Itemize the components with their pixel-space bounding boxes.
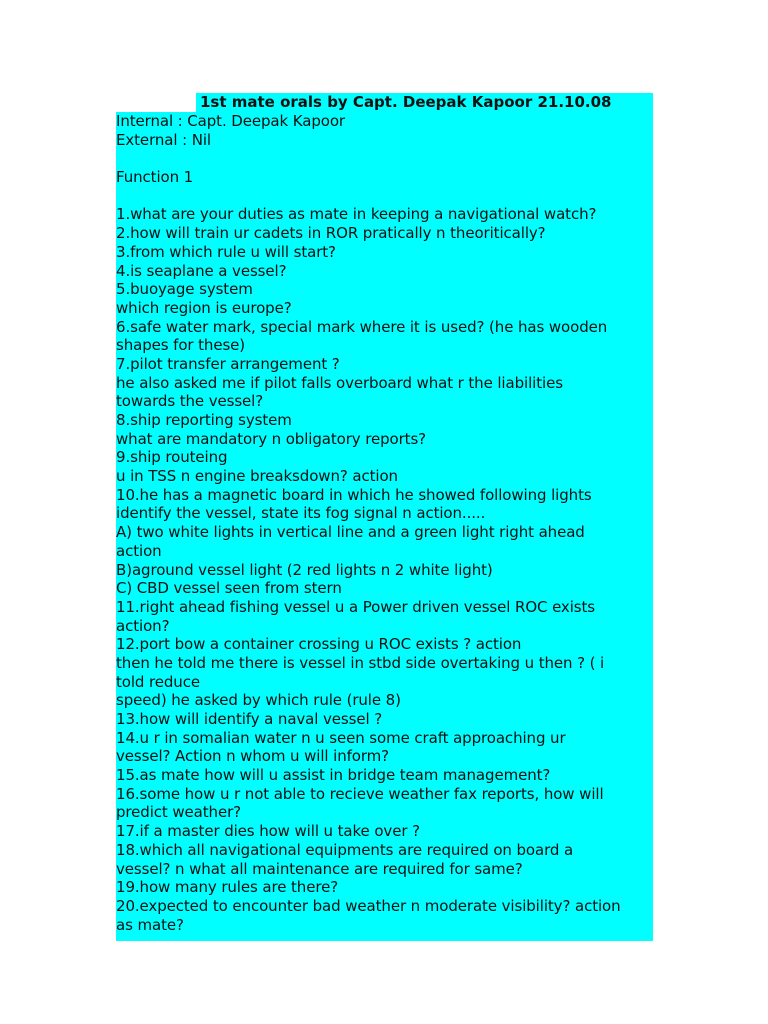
text-line: identify the vessel, state its fog signal n action..... — [116, 504, 486, 523]
document-body — [116, 112, 653, 934]
text-line: 2.how will train ur cadets in ROR pratically n theoritically? — [116, 224, 546, 243]
text-line: 11.right ahead fishing vessel u a Power driven vessel ROC exists — [116, 597, 595, 616]
text-line: told reduce — [116, 672, 200, 691]
text-line: Function 1 — [116, 168, 194, 187]
text-line: 17.if a master dies how will u take over ? — [116, 822, 420, 841]
text-line: as mate? — [116, 915, 184, 934]
text-line: action? — [116, 616, 170, 635]
text-line: 13.how will identify a naval vessel ? — [116, 710, 383, 728]
text-line: Internal : Capt. Deepak Kapoor — [116, 112, 345, 130]
text-line — [116, 149, 653, 168]
text-line: vessel? n what all maintenance are required for same? — [116, 859, 523, 878]
text-line: 20.expected to encounter bad weather n moderate visibility? action — [116, 896, 621, 915]
text-line: 3.from which rule u will start? — [116, 242, 336, 261]
text-line: 19.how many rules are there? — [116, 878, 339, 897]
text-line: 18.which all navigational equipments are required on board a — [116, 840, 574, 859]
text-line: 16.some how u r not able to recieve weather fax reports, how will — [116, 784, 604, 803]
text-line — [116, 187, 653, 206]
text-line: vessel? Action n whom u will inform? — [116, 747, 390, 766]
text-line: towards the vessel? — [116, 392, 264, 411]
text-line: 6.safe water mark, special mark where it is used? (he has wooden — [116, 317, 608, 336]
text-line: A) two white lights in vertical line and a green light right ahead — [116, 523, 585, 542]
text-line: 8.ship reporting system — [116, 411, 292, 429]
text-line: predict weather? — [116, 803, 242, 822]
text-line: speed) he asked by which rule (rule 8) — [116, 691, 401, 710]
text-line: 7.pilot transfer arrangement ? — [116, 354, 340, 373]
text-line: he also asked me if pilot falls overboard what r the liabilities — [116, 373, 563, 392]
text-line: 1.what are your duties as mate in keeping a navigational watch? — [116, 205, 597, 224]
text-line: action — [116, 541, 162, 560]
text-line: 10.he has a magnetic board in which he showed following lights — [116, 485, 592, 504]
text-line: u in TSS n engine breaksdown? action — [116, 467, 398, 486]
text-line: then he told me there is vessel in stbd side overtaking u then ? ( i — [116, 653, 605, 672]
text-line: 15.as mate how will u assist in bridge team management? — [116, 766, 551, 785]
text-line: External : Nil — [116, 130, 211, 149]
text-line: B)aground vessel light (2 red lights n 2 white light) — [116, 560, 493, 579]
text-line: what are mandatory n obligatory reports? — [116, 429, 427, 448]
text-line: shapes for these) — [116, 336, 246, 355]
text-line: 14.u r in somalian water n u seen some craft approaching ur — [116, 728, 566, 747]
document-title: 1st mate orals by Capt. Deepak Kapoor 21.10.08 — [200, 93, 612, 111]
text-line: 12.port bow a container crossing u ROC exists ? action — [116, 635, 522, 654]
text-line: 4.is seaplane a vessel? — [116, 261, 287, 280]
text-line: which region is europe? — [116, 298, 292, 317]
text-line: 9.ship routeing — [116, 448, 228, 467]
text-line: 5.buoyage system — [116, 280, 253, 299]
text-line: C) CBD vessel seen from stern — [116, 579, 342, 598]
